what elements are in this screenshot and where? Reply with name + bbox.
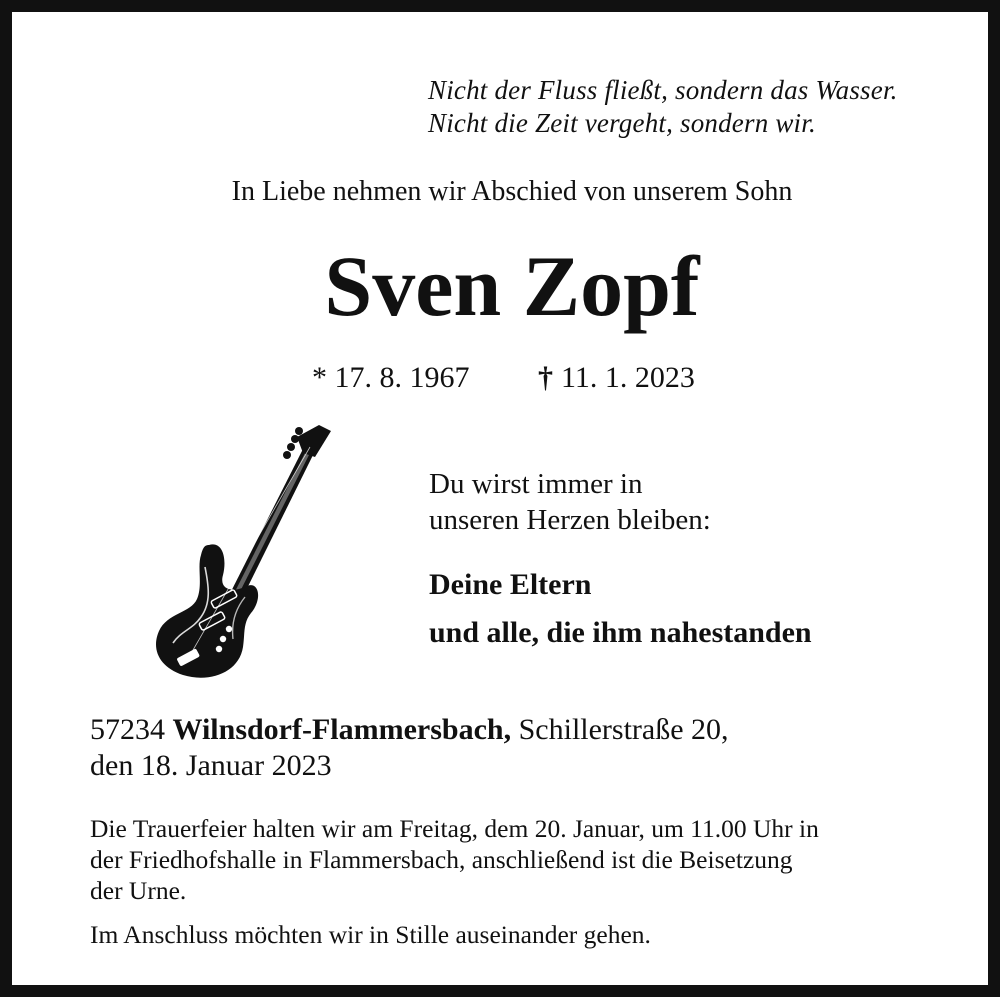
funeral-details [90, 813, 940, 906]
address-line [90, 712, 729, 748]
death-date-value: 11. 1. 2023 [561, 361, 695, 394]
intro-text: In Liebe nehmen wir Abschied von unserem Sohn [231, 176, 793, 207]
memory-line-1: Du wirst immer in [429, 468, 643, 500]
deceased-name: Sven Zopf [324, 238, 700, 334]
address-date: den 18. Januar 2023 [90, 749, 332, 782]
quote-line-1: Nicht der Fluss fließt, sondern das Wasser. [428, 75, 898, 105]
closing-text: Im Anschluss möchten wir in Stille auseinander gehen. [90, 920, 651, 949]
death-cross-icon: † [538, 361, 553, 394]
signers [429, 561, 812, 657]
address-place: Wilnsdorf-Flammersbach, [172, 713, 512, 746]
details-line-3: der Urne. [90, 876, 187, 905]
birth-date [312, 360, 470, 396]
signers-line-1: Deine Eltern [429, 568, 592, 601]
birth-date-value: 17. 8. 1967 [334, 361, 470, 394]
address-zip: 57234 [90, 713, 165, 746]
death-date [538, 360, 695, 396]
details-line-2: der Friedhofshalle in Flammersbach, anschließend ist die Beisetzung [90, 845, 793, 874]
memory-line-2: unseren Herzen bleiben: [429, 504, 711, 536]
signers-line-2: und alle, die ihm nahestanden [429, 616, 812, 649]
birth-symbol: * [312, 361, 327, 394]
memory-text [429, 466, 711, 538]
quote-line-2: Nicht die Zeit vergeht, sondern wir. [428, 108, 816, 138]
details-line-1: Die Trauerfeier halten wir am Freitag, dem 20. Januar, um 11.00 Uhr in [90, 814, 819, 843]
bass-guitar-icon [147, 417, 347, 687]
quote [428, 74, 898, 140]
address-block [90, 712, 729, 784]
address-street: Schillerstraße 20, [518, 713, 729, 746]
